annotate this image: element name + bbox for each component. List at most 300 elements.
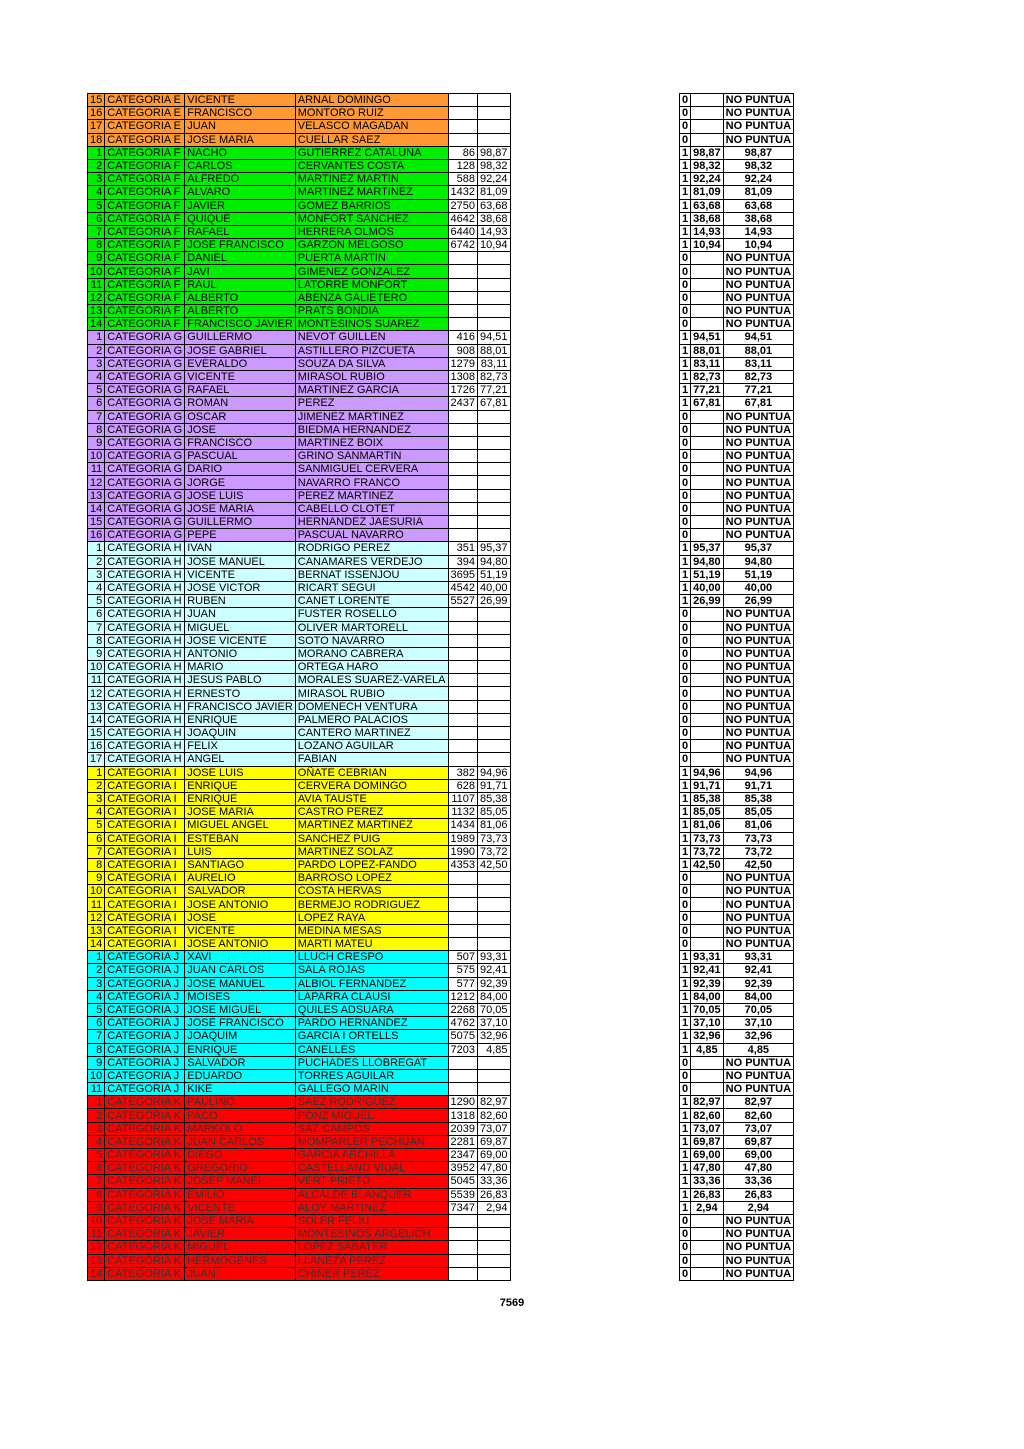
position-cell: 11	[88, 278, 105, 291]
table-row	[680, 661, 794, 674]
scored-flag-cell: 1	[680, 779, 691, 792]
table-row	[88, 661, 511, 674]
score-cell	[477, 410, 510, 423]
surname-cell: ALBIOL FERNANDEZ	[295, 977, 448, 990]
scored-flag-cell: 1	[680, 1109, 691, 1122]
table-row	[88, 186, 511, 199]
table-row	[88, 199, 511, 212]
position-cell: 2	[88, 344, 105, 357]
first-name-cell: PAULINO	[185, 1096, 296, 1109]
first-name-cell: DIEGO	[185, 1149, 296, 1162]
first-name-cell: JOSE ANTONIO	[185, 898, 296, 911]
scored-flag-cell: 1	[680, 964, 691, 977]
points-cell: 37,10	[691, 1017, 724, 1030]
first-name-cell: JOAQUIN	[185, 727, 296, 740]
table-row	[680, 1056, 794, 1069]
surname-cell: SAEZ RODRIGUEZ	[295, 1096, 448, 1109]
table-row	[680, 938, 794, 951]
first-name-cell: JAVI	[185, 265, 296, 278]
table-row	[88, 542, 511, 555]
table-row	[680, 1188, 794, 1201]
table-row	[680, 120, 794, 133]
table-row	[680, 1201, 794, 1214]
category-cell: CATEGORIA J	[105, 1056, 185, 1069]
table-row	[680, 700, 794, 713]
scored-flag-cell: 0	[680, 740, 691, 753]
score-cell: 2,94	[477, 1201, 510, 1214]
final-score-cell: 85,38	[723, 792, 793, 805]
final-score-cell: NO PUNTUA	[723, 872, 793, 885]
table-row	[680, 647, 794, 660]
surname-cell: HERRERA OLMOS	[295, 225, 448, 238]
points-cell	[691, 529, 724, 542]
table-row	[88, 647, 511, 660]
surname-cell: SOUZA DA SILVA	[295, 357, 448, 370]
final-score-cell: NO PUNTUA	[723, 753, 793, 766]
category-cell: CATEGORIA H	[105, 647, 185, 660]
surname-cell: PASCUAL NAVARRO	[295, 529, 448, 542]
final-score-cell: 69,00	[723, 1149, 793, 1162]
final-score-cell: NO PUNTUA	[723, 621, 793, 634]
final-score-cell: 33,36	[723, 1175, 793, 1188]
table-row	[88, 357, 511, 370]
table-row	[680, 1069, 794, 1082]
scored-flag-cell: 0	[680, 252, 691, 265]
table-row	[680, 858, 794, 871]
rank-cell	[448, 463, 477, 476]
category-cell: CATEGORIA F	[105, 318, 185, 331]
rank-cell	[448, 476, 477, 489]
surname-cell: CUELLAR SAEZ	[295, 133, 448, 146]
rank-cell	[448, 674, 477, 687]
points-cell	[691, 700, 724, 713]
category-cell: CATEGORIA G	[105, 331, 185, 344]
scored-flag-cell: 0	[680, 1069, 691, 1082]
points-cell	[691, 291, 724, 304]
table-row	[88, 1241, 511, 1254]
final-score-cell: NO PUNTUA	[723, 305, 793, 318]
final-score-cell: NO PUNTUA	[723, 1069, 793, 1082]
position-cell: 14	[88, 938, 105, 951]
surname-cell: MARTINEZ GARCIA	[295, 384, 448, 397]
score-cell: 37,10	[477, 1017, 510, 1030]
final-score-cell: 91,71	[723, 779, 793, 792]
surname-cell: PALMERO PALACIOS	[295, 713, 448, 726]
rank-cell	[448, 516, 477, 529]
table-row	[88, 1135, 511, 1148]
scored-flag-cell: 1	[680, 595, 691, 608]
table-row	[680, 423, 794, 436]
score-cell	[477, 687, 510, 700]
position-cell: 10	[88, 1069, 105, 1082]
first-name-cell: VICENTE	[185, 370, 296, 383]
table-row	[88, 133, 511, 146]
first-name-cell: JUAN CARLOS	[185, 1135, 296, 1148]
position-cell: 13	[88, 305, 105, 318]
table-row	[680, 344, 794, 357]
first-name-cell: EVERALDO	[185, 357, 296, 370]
position-cell: 12	[88, 911, 105, 924]
first-name-cell: JOSE FRANCISCO	[185, 239, 296, 252]
table-row	[88, 753, 511, 766]
table-row	[680, 1149, 794, 1162]
scored-flag-cell: 0	[680, 885, 691, 898]
rank-cell: 1212	[448, 990, 477, 1003]
scored-flag-cell: 0	[680, 291, 691, 304]
points-cell	[691, 661, 724, 674]
table-row	[88, 700, 511, 713]
surname-cell: MEDINA MESAS	[295, 924, 448, 937]
score-cell	[477, 1267, 510, 1280]
first-name-cell: EMILIO	[185, 1188, 296, 1201]
table-row	[680, 581, 794, 594]
first-name-cell: SALVADOR	[185, 885, 296, 898]
surname-cell: SOTO NAVARRO	[295, 634, 448, 647]
final-score-cell: NO PUNTUA	[723, 502, 793, 515]
final-score-cell: 82,73	[723, 370, 793, 383]
category-cell: CATEGORIA G	[105, 370, 185, 383]
first-name-cell: RAFAEL	[185, 225, 296, 238]
scored-flag-cell: 1	[680, 977, 691, 990]
scored-flag-cell: 0	[680, 924, 691, 937]
points-cell: 42,50	[691, 858, 724, 871]
rank-cell: 908	[448, 344, 477, 357]
category-cell: CATEGORIA H	[105, 581, 185, 594]
score-cell	[477, 476, 510, 489]
rank-cell	[448, 608, 477, 621]
position-cell: 4	[88, 186, 105, 199]
table-row	[88, 291, 511, 304]
first-name-cell: ALBERTO	[185, 305, 296, 318]
category-cell: CATEGORIA G	[105, 489, 185, 502]
points-cell: 38,68	[691, 212, 724, 225]
table-row	[680, 727, 794, 740]
table-row	[88, 740, 511, 753]
surname-cell: ABENZA GALIETERO	[295, 291, 448, 304]
position-cell: 1	[88, 331, 105, 344]
points-cell: 92,24	[691, 173, 724, 186]
first-name-cell: MOISES	[185, 990, 296, 1003]
table-row	[88, 159, 511, 172]
rank-cell: 2750	[448, 199, 477, 212]
points-cell: 10,94	[691, 239, 724, 252]
category-cell: CATEGORIA G	[105, 384, 185, 397]
first-name-cell: ENRIQUE	[185, 792, 296, 805]
position-cell: 14	[88, 502, 105, 515]
points-cell	[691, 674, 724, 687]
table-row	[88, 687, 511, 700]
table-row	[88, 397, 511, 410]
table-row	[680, 832, 794, 845]
final-score-cell: 82,97	[723, 1096, 793, 1109]
score-cell	[477, 120, 510, 133]
surname-cell: MARTINEZ MARTINEZ	[295, 819, 448, 832]
rank-cell: 1990	[448, 845, 477, 858]
scored-flag-cell: 1	[680, 990, 691, 1003]
position-cell: 1	[88, 1096, 105, 1109]
surname-cell: NEVOT GUILLEN	[295, 331, 448, 344]
first-name-cell: MARKOLO	[185, 1122, 296, 1135]
table-row	[88, 1122, 511, 1135]
scored-flag-cell: 0	[680, 107, 691, 120]
scored-flag-cell: 1	[680, 1149, 691, 1162]
score-cell: 81,09	[477, 186, 510, 199]
category-cell: CATEGORIA J	[105, 1003, 185, 1016]
category-cell: CATEGORIA K	[105, 1228, 185, 1241]
first-name-cell: IVAN	[185, 542, 296, 555]
points-cell: 85,05	[691, 806, 724, 819]
table-row	[680, 291, 794, 304]
points-cell	[691, 423, 724, 436]
category-cell: CATEGORIA I	[105, 885, 185, 898]
table-row	[680, 463, 794, 476]
scored-flag-cell: 0	[680, 700, 691, 713]
table-row	[680, 674, 794, 687]
position-cell: 3	[88, 357, 105, 370]
final-score-cell: NO PUNTUA	[723, 423, 793, 436]
position-cell: 13	[88, 700, 105, 713]
final-score-cell: 73,07	[723, 1122, 793, 1135]
table-row	[680, 1030, 794, 1043]
first-name-cell: VICENTE	[185, 1201, 296, 1214]
category-cell: CATEGORIA G	[105, 476, 185, 489]
category-cell: CATEGORIA J	[105, 1017, 185, 1030]
final-score-cell: 69,87	[723, 1135, 793, 1148]
table-row	[88, 951, 511, 964]
table-row	[680, 792, 794, 805]
rank-cell: 1290	[448, 1096, 477, 1109]
rank-cell: 416	[448, 331, 477, 344]
table-row	[680, 753, 794, 766]
position-cell: 9	[88, 1201, 105, 1214]
points-cell: 77,21	[691, 384, 724, 397]
table-row	[88, 516, 511, 529]
final-score-cell: 88,01	[723, 344, 793, 357]
points-cell: 26,99	[691, 595, 724, 608]
table-row	[88, 476, 511, 489]
final-score-cell: NO PUNTUA	[723, 911, 793, 924]
rank-cell: 5527	[448, 595, 477, 608]
category-cell: CATEGORIA G	[105, 463, 185, 476]
score-cell	[477, 911, 510, 924]
score-cell	[477, 1056, 510, 1069]
final-score-cell: 92,39	[723, 977, 793, 990]
rank-cell: 2281	[448, 1135, 477, 1148]
surname-cell: VELASCO MAGADAN	[295, 120, 448, 133]
points-cell	[691, 1214, 724, 1227]
points-cell	[691, 502, 724, 515]
position-cell: 5	[88, 384, 105, 397]
first-name-cell: VICENTE	[185, 568, 296, 581]
final-score-cell: 83,11	[723, 357, 793, 370]
final-score-cell: 98,87	[723, 146, 793, 159]
first-name-cell: JOSE ANTONIO	[185, 938, 296, 951]
final-score-cell: 77,21	[723, 384, 793, 397]
points-cell: 63,68	[691, 199, 724, 212]
score-cell: 77,21	[477, 384, 510, 397]
rank-cell	[448, 436, 477, 449]
table-row	[680, 502, 794, 515]
position-cell: 12	[88, 476, 105, 489]
table-row	[88, 608, 511, 621]
surname-cell: PEREZ	[295, 397, 448, 410]
category-cell: CATEGORIA F	[105, 159, 185, 172]
first-name-cell: MIGUEL	[185, 1241, 296, 1254]
scored-flag-cell: 1	[680, 1135, 691, 1148]
category-cell: CATEGORIA H	[105, 568, 185, 581]
scored-flag-cell: 0	[680, 423, 691, 436]
final-score-cell: NO PUNTUA	[723, 291, 793, 304]
rank-cell: 3695	[448, 568, 477, 581]
first-name-cell: ALFREDO	[185, 173, 296, 186]
first-name-cell: ALBERTO	[185, 291, 296, 304]
category-cell: CATEGORIA H	[105, 700, 185, 713]
category-cell: CATEGORIA I	[105, 911, 185, 924]
score-cell	[477, 1228, 510, 1241]
rank-cell: 588	[448, 173, 477, 186]
first-name-cell: JAVIER	[185, 1228, 296, 1241]
surname-cell: NAVARRO FRANCO	[295, 476, 448, 489]
rank-cell: 2268	[448, 1003, 477, 1016]
table-row	[88, 1267, 511, 1280]
position-cell: 9	[88, 647, 105, 660]
surname-cell: GARCIA ARCHILLA	[295, 1149, 448, 1162]
table-row	[88, 1003, 511, 1016]
table-row	[88, 436, 511, 449]
points-cell: 73,72	[691, 845, 724, 858]
rank-cell	[448, 1267, 477, 1280]
final-score-cell: 51,19	[723, 568, 793, 581]
surname-cell: MONTESINOS SUAREZ	[295, 318, 448, 331]
category-cell: CATEGORIA F	[105, 305, 185, 318]
scored-flag-cell: 1	[680, 806, 691, 819]
position-cell: 4	[88, 370, 105, 383]
final-score-cell: NO PUNTUA	[723, 463, 793, 476]
category-cell: CATEGORIA G	[105, 397, 185, 410]
first-name-cell: VICENTE	[185, 94, 296, 107]
final-score-cell: 47,80	[723, 1162, 793, 1175]
table-row	[88, 1162, 511, 1175]
scored-flag-cell: 0	[680, 1254, 691, 1267]
rank-cell	[448, 898, 477, 911]
final-score-cell: NO PUNTUA	[723, 938, 793, 951]
rank-cell: 4542	[448, 581, 477, 594]
score-cell: 92,39	[477, 977, 510, 990]
rank-cell	[448, 687, 477, 700]
table-row	[680, 410, 794, 423]
position-cell: 8	[88, 858, 105, 871]
first-name-cell: CARLOS	[185, 159, 296, 172]
final-score-cell: 92,41	[723, 964, 793, 977]
table-row	[680, 476, 794, 489]
scored-flag-cell: 0	[680, 450, 691, 463]
rank-cell	[448, 423, 477, 436]
position-cell: 16	[88, 740, 105, 753]
position-cell: 6	[88, 1017, 105, 1030]
page-number: 7569	[499, 1297, 525, 1309]
first-name-cell: PASCUAL	[185, 450, 296, 463]
position-cell: 4	[88, 990, 105, 1003]
points-cell	[691, 410, 724, 423]
category-cell: CATEGORIA J	[105, 1043, 185, 1056]
table-row	[88, 555, 511, 568]
scored-flag-cell: 0	[680, 1214, 691, 1227]
scored-flag-cell: 0	[680, 133, 691, 146]
final-score-cell: 84,00	[723, 990, 793, 1003]
points-cell: 33,36	[691, 1175, 724, 1188]
scored-flag-cell: 0	[680, 410, 691, 423]
rank-cell: 5539	[448, 1188, 477, 1201]
scored-flag-cell: 0	[680, 634, 691, 647]
points-cell	[691, 94, 724, 107]
rank-cell	[448, 318, 477, 331]
final-score-cell: 85,05	[723, 806, 793, 819]
score-cell: 47,80	[477, 1162, 510, 1175]
category-cell: CATEGORIA H	[105, 621, 185, 634]
final-score-cell: NO PUNTUA	[723, 661, 793, 674]
table-row	[680, 1109, 794, 1122]
table-row	[680, 977, 794, 990]
surname-cell: TORRES AGUILAR	[295, 1069, 448, 1082]
position-cell: 11	[88, 463, 105, 476]
surname-cell: PUERTA MARTIN	[295, 252, 448, 265]
position-cell: 11	[88, 674, 105, 687]
rank-cell: 5045	[448, 1175, 477, 1188]
position-cell: 10	[88, 450, 105, 463]
surname-cell: PARDO LOPEZ-FANDO	[295, 858, 448, 871]
table-row	[680, 713, 794, 726]
category-cell: CATEGORIA K	[105, 1214, 185, 1227]
table-row	[88, 305, 511, 318]
scored-flag-cell: 1	[680, 331, 691, 344]
final-score-cell: NO PUNTUA	[723, 885, 793, 898]
scored-flag-cell: 0	[680, 1083, 691, 1096]
position-cell: 11	[88, 1083, 105, 1096]
category-cell: CATEGORIA F	[105, 278, 185, 291]
surname-cell: OLIVER MARTORELL	[295, 621, 448, 634]
surname-cell: PONZ MIGUEL	[295, 1109, 448, 1122]
surname-cell: MARTINEZ MARTIN	[295, 173, 448, 186]
score-cell: 51,19	[477, 568, 510, 581]
position-cell: 17	[88, 120, 105, 133]
first-name-cell: JUAN	[185, 120, 296, 133]
score-cell: 95,37	[477, 542, 510, 555]
points-cell	[691, 305, 724, 318]
score-cell	[477, 700, 510, 713]
position-cell: 18	[88, 133, 105, 146]
position-cell: 3	[88, 792, 105, 805]
position-cell: 16	[88, 107, 105, 120]
final-score-cell: NO PUNTUA	[723, 1056, 793, 1069]
position-cell: 5	[88, 199, 105, 212]
scored-flag-cell: 0	[680, 621, 691, 634]
points-cell: 40,00	[691, 581, 724, 594]
first-name-cell: ESTEBAN	[185, 832, 296, 845]
final-score-cell: 38,68	[723, 212, 793, 225]
scored-flag-cell: 1	[680, 212, 691, 225]
position-cell: 10	[88, 1214, 105, 1227]
rank-cell	[448, 107, 477, 120]
first-name-cell: QUIQUE	[185, 212, 296, 225]
table-row	[88, 819, 511, 832]
table-row	[680, 872, 794, 885]
table-row	[680, 186, 794, 199]
category-cell: CATEGORIA H	[105, 595, 185, 608]
rank-cell: 1279	[448, 357, 477, 370]
surname-cell: COSTA HERVAS	[295, 885, 448, 898]
rank-cell	[448, 872, 477, 885]
surname-cell: SALA ROJAS	[295, 964, 448, 977]
